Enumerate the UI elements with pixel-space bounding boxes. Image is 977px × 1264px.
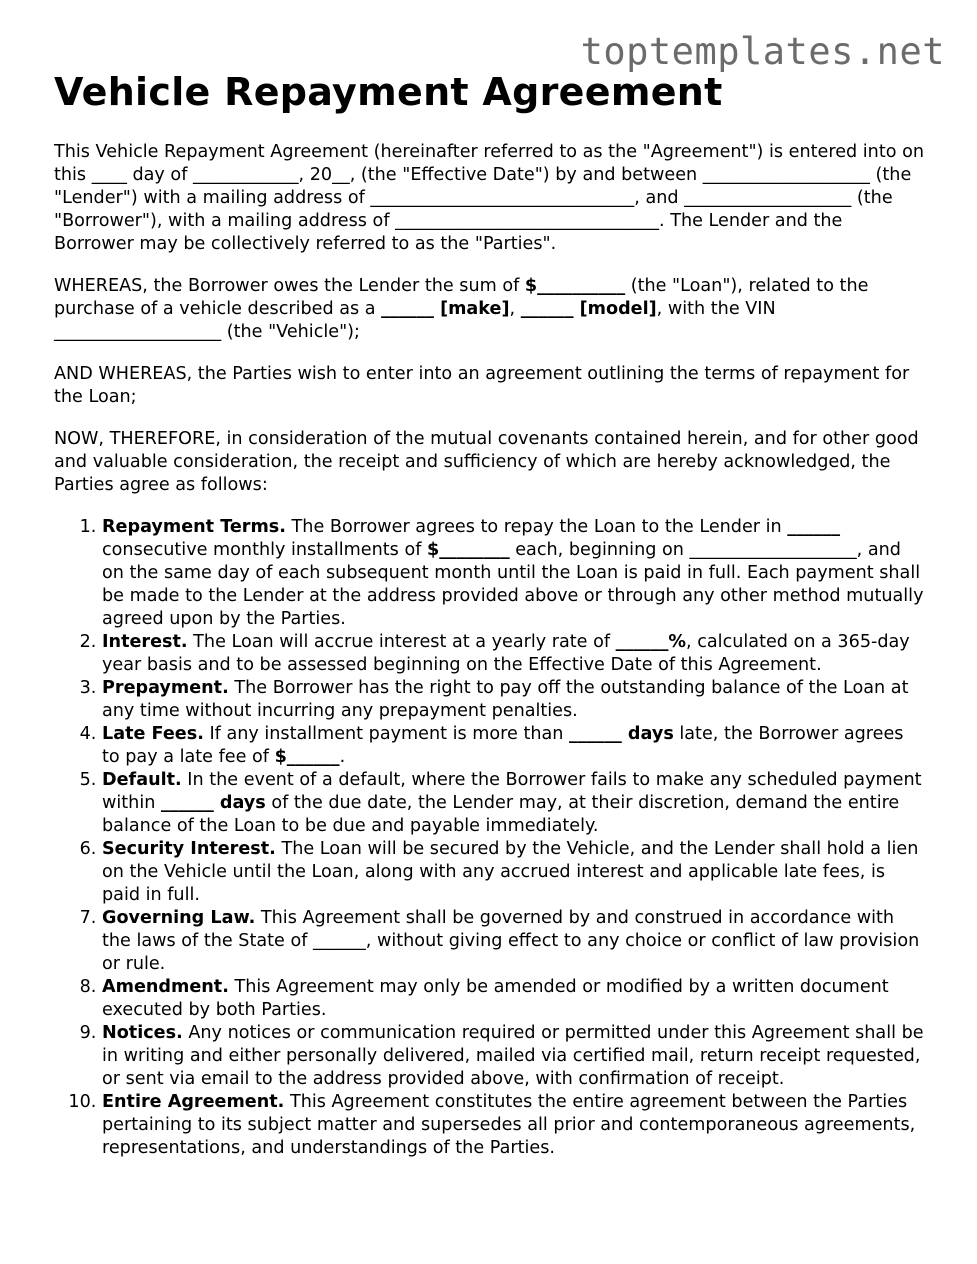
term-text: The Borrower agrees to repay the Loan to the Lender in <box>285 517 788 537</box>
watermark-logo: toptemplates.net <box>580 30 945 73</box>
whereas-loan-paragraph <box>54 275 924 344</box>
loan-amount-blank: $__________ <box>524 276 626 296</box>
term-heading: Notices. <box>102 1023 183 1043</box>
whereas-terms-paragraph: AND WHEREAS, the Parties wish to enter into an agreement outlining the terms of repayment for the Loan; <box>54 364 910 407</box>
term-text: late, the Borrower agrees to pay a late fee of <box>102 724 904 767</box>
term-governing-law <box>102 907 924 976</box>
term-heading: Entire Agreement. <box>102 1092 285 1112</box>
term-heading: Amendment. <box>102 977 229 997</box>
term-heading: Default. <box>102 770 182 790</box>
vehicle-make-blank: ______ [make] <box>381 299 510 319</box>
term-notices <box>102 1022 924 1091</box>
term-text: This Agreement shall be governed by and construed in accordance with the laws of the State of ______, without giving effect to any choice or conflict of law provision or rule. <box>102 908 920 974</box>
term-heading: Late Fees. <box>102 724 204 744</box>
term-heading: Governing Law. <box>102 908 256 928</box>
document-body <box>54 141 924 1160</box>
term-prepayment <box>102 677 924 723</box>
term-interest <box>102 631 924 677</box>
term-text: In the event of a default, where the Borrower fails to make any scheduled payment within <box>102 770 922 813</box>
term-late-fees <box>102 723 924 769</box>
term-text: of the due date, the Lender may, at their discretion, demand the entire balance of the Loan to be due and payable immediately. <box>102 793 900 836</box>
term-repayment <box>102 516 924 631</box>
interest-rate-blank: ______% <box>615 632 687 652</box>
term-text: This Agreement constitutes the entire agreement between the Parties pertaining to its subject matter and supersedes all prior and contemporaneous agreements, representations, and understandings of the Parties. <box>102 1092 916 1158</box>
term-text: This Agreement may only be amended or modified by a written document executed by both Parties. <box>102 977 889 1020</box>
term-text: The Loan will be secured by the Vehicle, and the Lender shall hold a lien on the Vehicle until the Loan, along with any accrued interest and applicable late fees, is paid in full. <box>102 839 919 905</box>
term-text: . <box>339 747 346 767</box>
term-entire-agreement <box>102 1091 924 1160</box>
whereas-vin-text: , with the VIN ___________________ (the "Vehicle"); <box>54 299 776 342</box>
installments-blank: ______ <box>787 517 841 537</box>
term-text: consecutive monthly installments of <box>102 540 427 560</box>
default-days-blank: ______ days <box>160 793 266 813</box>
term-heading: Prepayment. <box>102 678 229 698</box>
late-days-blank: ______ days <box>569 724 674 744</box>
term-amendment <box>102 976 924 1022</box>
term-heading: Security Interest. <box>102 839 276 859</box>
intro-paragraph: This Vehicle Repayment Agreement (hereinafter referred to as the "Agreement") is entered into on this ____ day of ____________, 20__, (the "Effective Date") by and between ___________________ (the "Lender") with a mailing address of ______________________________, and ___________________ (the "Borrower"), with a mailing address of ______________________________. The Lender and the Borrower may be collectively referred to as the "Parties". <box>54 142 924 254</box>
terms-list <box>54 516 924 1160</box>
whereas-loan-text: WHEREAS, the Borrower owes the Lender the sum of <box>54 276 525 296</box>
term-text: each, beginning on ___________________, and on the same day of each subsequent month until the Loan is paid in full. Each payment shall be made to the Lender at the address provided above or through any other method mutually agreed upon by the Parties. <box>102 540 924 629</box>
therefore-paragraph: NOW, THEREFORE, in consideration of the mutual covenants contained herein, and for other good and valuable consideration, the receipt and sufficiency of which are hereby acknowledged, the Parties agree as follows: <box>54 429 919 495</box>
whereas-separator: , <box>509 299 521 319</box>
term-heading: Interest. <box>102 632 188 652</box>
term-heading: Repayment Terms. <box>102 517 286 537</box>
vehicle-model-blank: ______ [model] <box>520 299 657 319</box>
term-default <box>102 769 924 838</box>
whereas-loan-text-2: (the "Loan"), related to the purchase of a vehicle described as a <box>54 276 869 319</box>
term-text: If any installment payment is more than <box>203 724 570 744</box>
term-text: The Loan will accrue interest at a yearly rate of <box>187 632 616 652</box>
term-security-interest <box>102 838 924 907</box>
term-text: , calculated on a 365-day year basis and to be assessed beginning on the Effective Date of this Agreement. <box>102 632 910 675</box>
late-fee-blank: $______ <box>274 747 340 767</box>
installment-amount-blank: $________ <box>427 540 510 560</box>
term-text: Any notices or communication required or permitted under this Agreement shall be in writing and either personally delivered, mailed via certified mail, return receipt requested, or sent via email to the address provided above, with confirmation of receipt. <box>102 1023 924 1089</box>
document-title: Vehicle Repayment Agreement <box>54 70 723 114</box>
term-text: The Borrower has the right to pay off the outstanding balance of the Loan at any time without incurring any prepayment penalties. <box>102 678 909 721</box>
